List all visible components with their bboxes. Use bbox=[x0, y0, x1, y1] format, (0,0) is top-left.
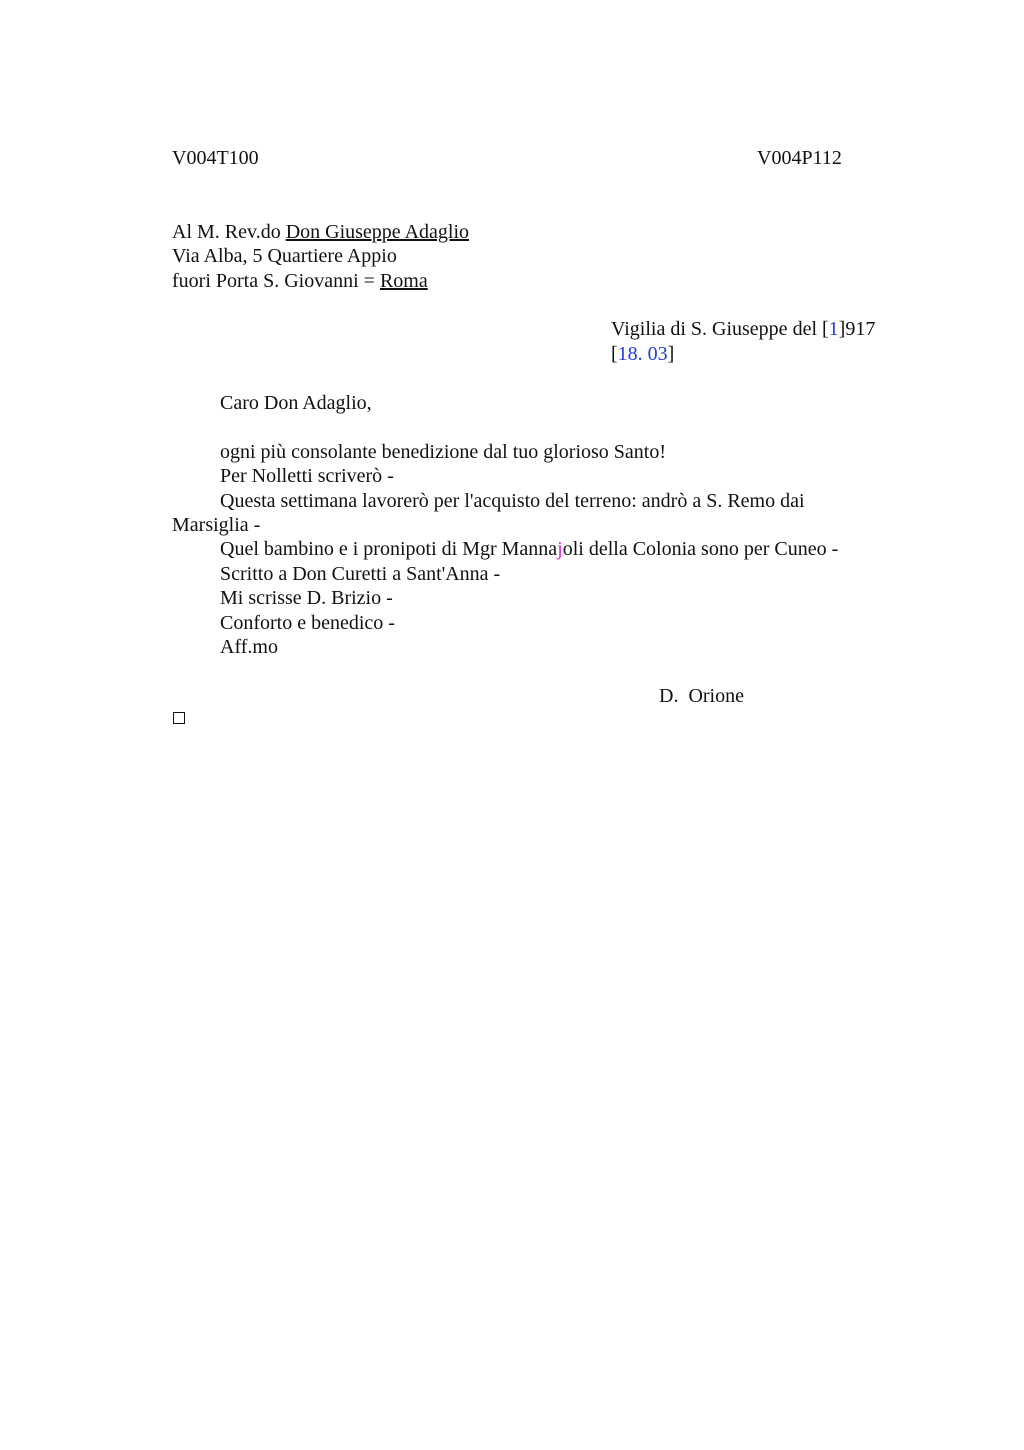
letter-line-4-end: oli della Colonia sono per Cuneo - bbox=[562, 538, 839, 560]
letter-line-4 bbox=[220, 537, 838, 561]
letter-line-2: Per Nolletti scriverò - bbox=[220, 465, 394, 487]
date-line-1 bbox=[611, 317, 875, 341]
date-year: 917 bbox=[845, 318, 876, 340]
date-bracket-open-2: [ bbox=[611, 343, 618, 365]
document-code-left: V004T100 bbox=[172, 147, 259, 169]
letter-line-4-start: Quel bambino e i pronipoti di Mgr Manna bbox=[220, 538, 558, 560]
letter-line-3-continued: Marsiglia - bbox=[172, 514, 261, 536]
recipient-name: Don Giuseppe Adaglio bbox=[285, 221, 470, 243]
date-bracket-close: ] bbox=[838, 318, 846, 340]
date-bracket-open: [ bbox=[822, 318, 829, 340]
letter-line-1: ogni più consolante benedizione dal tuo glorioso Santo! bbox=[220, 441, 667, 463]
closing: Aff.mo bbox=[220, 636, 278, 658]
address-street: fuori Porta S. Giovanni = bbox=[172, 270, 380, 292]
letter-line-5: Scritto a Don Curetti a Sant'Anna - bbox=[220, 563, 501, 585]
address-city: Roma bbox=[379, 270, 428, 292]
letter-line-6: Mi scrisse D. Brizio - bbox=[220, 587, 393, 609]
address-prefix: Al M. Rev.do bbox=[172, 221, 286, 243]
date-text: Vigilia di S. Giuseppe del bbox=[611, 318, 822, 340]
signature: D. Orione bbox=[659, 685, 744, 707]
letter-line-3: Questa settimana lavorerò per l'acquisto del terreno: andrò a S. Remo dai bbox=[220, 490, 805, 512]
address-line-2: Via Alba, 5 Quartiere Appio bbox=[172, 245, 397, 267]
letter-line-7: Conforto e benedico - bbox=[220, 612, 395, 634]
checkbox-icon bbox=[173, 712, 185, 724]
address-line-1 bbox=[172, 220, 469, 244]
date-bracket-close-2: ] bbox=[667, 343, 675, 365]
date-line-2 bbox=[611, 342, 674, 366]
document-code-right: V004P112 bbox=[757, 147, 842, 169]
editorial-correction: j bbox=[557, 538, 563, 560]
address-line-3 bbox=[172, 269, 428, 293]
salutation: Caro Don Adaglio, bbox=[220, 392, 372, 414]
date-editorial-digit: 1 bbox=[828, 318, 839, 340]
date-editorial-day: 18. 03 bbox=[617, 343, 668, 365]
